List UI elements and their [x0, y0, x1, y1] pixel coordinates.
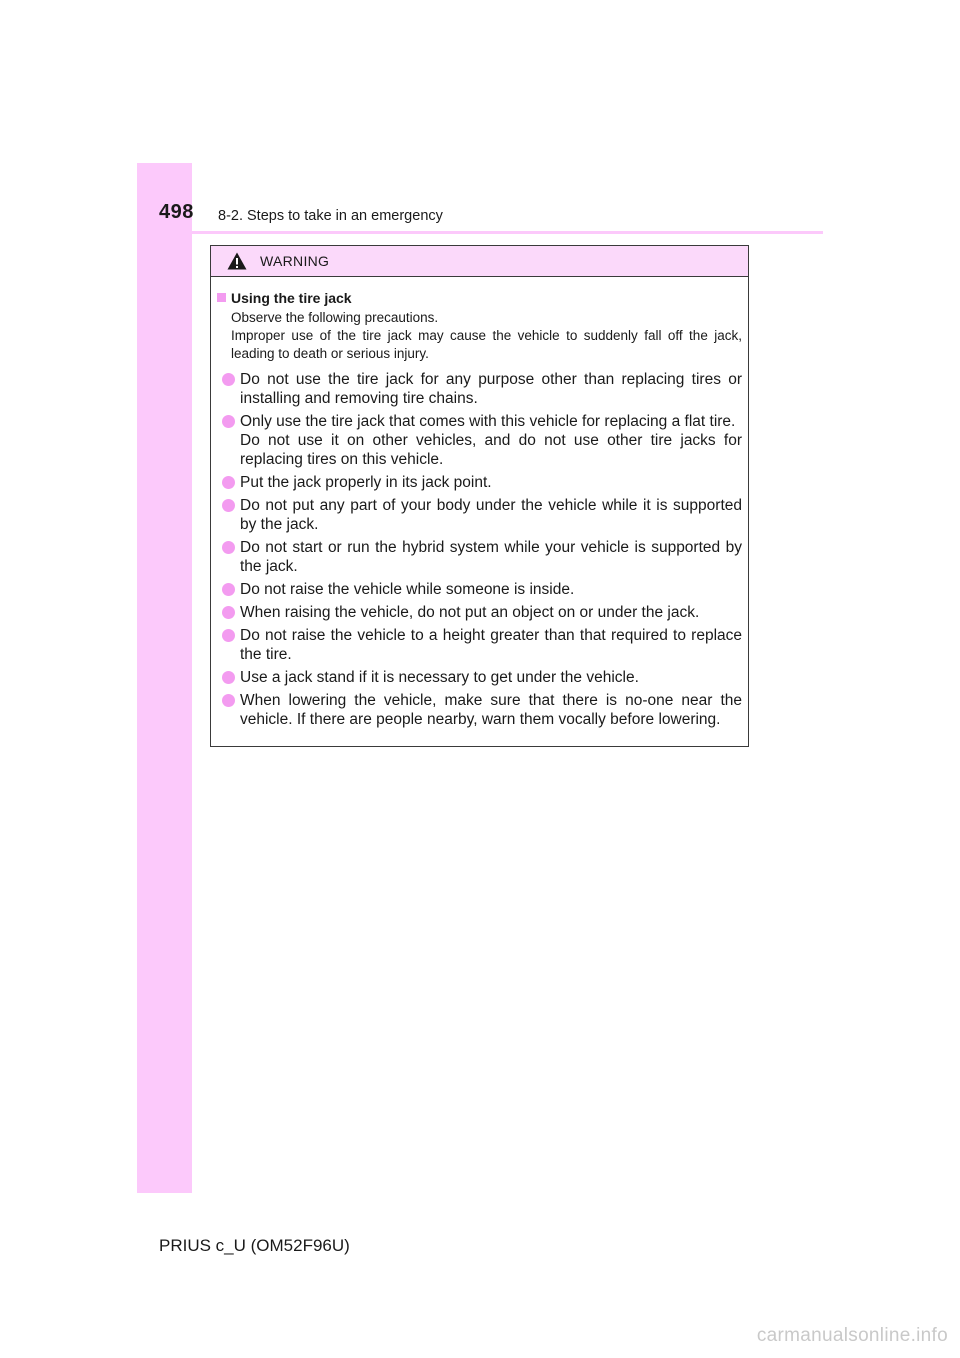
circle-bullet-icon: [222, 629, 235, 642]
precaution-list: [217, 370, 742, 729]
precaution-text: When lowering the vehicle, make sure that there is no-one near the vehicle. If there are people nearby, warn them vocally before lowering.: [240, 692, 742, 728]
footer-model-code: PRIUS c_U (OM52F96U): [159, 1236, 350, 1255]
precaution-item: [217, 668, 742, 687]
precaution-text: Put the jack properly in its jack point.: [240, 474, 492, 491]
precaution-text: Only use the tire jack that comes with this vehicle for replacing a flat tire. Do not use it on other vehicles, and do not use other tire jacks for replacing tires on this vehicle.: [240, 413, 742, 468]
precaution-item: [217, 580, 742, 599]
warning-intro: [217, 309, 742, 363]
circle-bullet-icon: [222, 476, 235, 489]
square-bullet-icon: [217, 293, 226, 302]
warning-triangle-icon: [227, 252, 247, 270]
precaution-item: [217, 370, 742, 408]
precaution-text: Use a jack stand if it is necessary to get under the vehicle.: [240, 669, 639, 686]
precaution-item: [217, 538, 742, 576]
circle-bullet-icon: [222, 415, 235, 428]
precaution-item: [217, 626, 742, 664]
intro-line: Observe the following precautions.: [231, 310, 439, 325]
warning-box: [210, 245, 749, 747]
circle-bullet-icon: [222, 606, 235, 619]
warning-label: WARNING: [260, 253, 330, 269]
precaution-text: Do not raise the vehicle to a height greater than that required to replace the tire.: [240, 627, 742, 663]
circle-bullet-icon: [222, 499, 235, 512]
side-band: [137, 163, 192, 1193]
warning-topic-title: Using the tire jack: [231, 290, 352, 306]
precaution-text: Do not start or run the hybrid system while your vehicle is supported by the jack.: [240, 539, 742, 575]
section-title: 8-2. Steps to take in an emergency: [218, 208, 443, 224]
circle-bullet-icon: [222, 583, 235, 596]
precaution-text: Do not use the tire jack for any purpose other than replacing tires or installing and removing tire chains.: [240, 371, 742, 407]
warning-body: [211, 277, 748, 729]
precaution-item: [217, 691, 742, 729]
precaution-item: [217, 412, 742, 469]
circle-bullet-icon: [222, 671, 235, 684]
header-rule: [137, 231, 823, 234]
intro-line: Improper use of the tire jack may cause the vehicle to suddenly fall off the jack, leading to death or serious injury.: [231, 328, 742, 361]
circle-bullet-icon: [222, 373, 235, 386]
page-number: 498: [159, 201, 194, 223]
circle-bullet-icon: [222, 541, 235, 554]
watermark: carmanualsonline.info: [756, 1325, 948, 1346]
circle-bullet-icon: [222, 694, 235, 707]
precaution-item: [217, 473, 742, 492]
precaution-text: Do not raise the vehicle while someone is inside.: [240, 581, 575, 598]
precaution-text: When raising the vehicle, do not put an object on or under the jack.: [240, 604, 700, 621]
precaution-item: [217, 496, 742, 534]
warning-topic: [217, 289, 742, 307]
precaution-item: [217, 603, 742, 622]
warning-header: [211, 246, 748, 277]
precaution-text: Do not put any part of your body under the vehicle while it is supported by the jack.: [240, 497, 742, 533]
